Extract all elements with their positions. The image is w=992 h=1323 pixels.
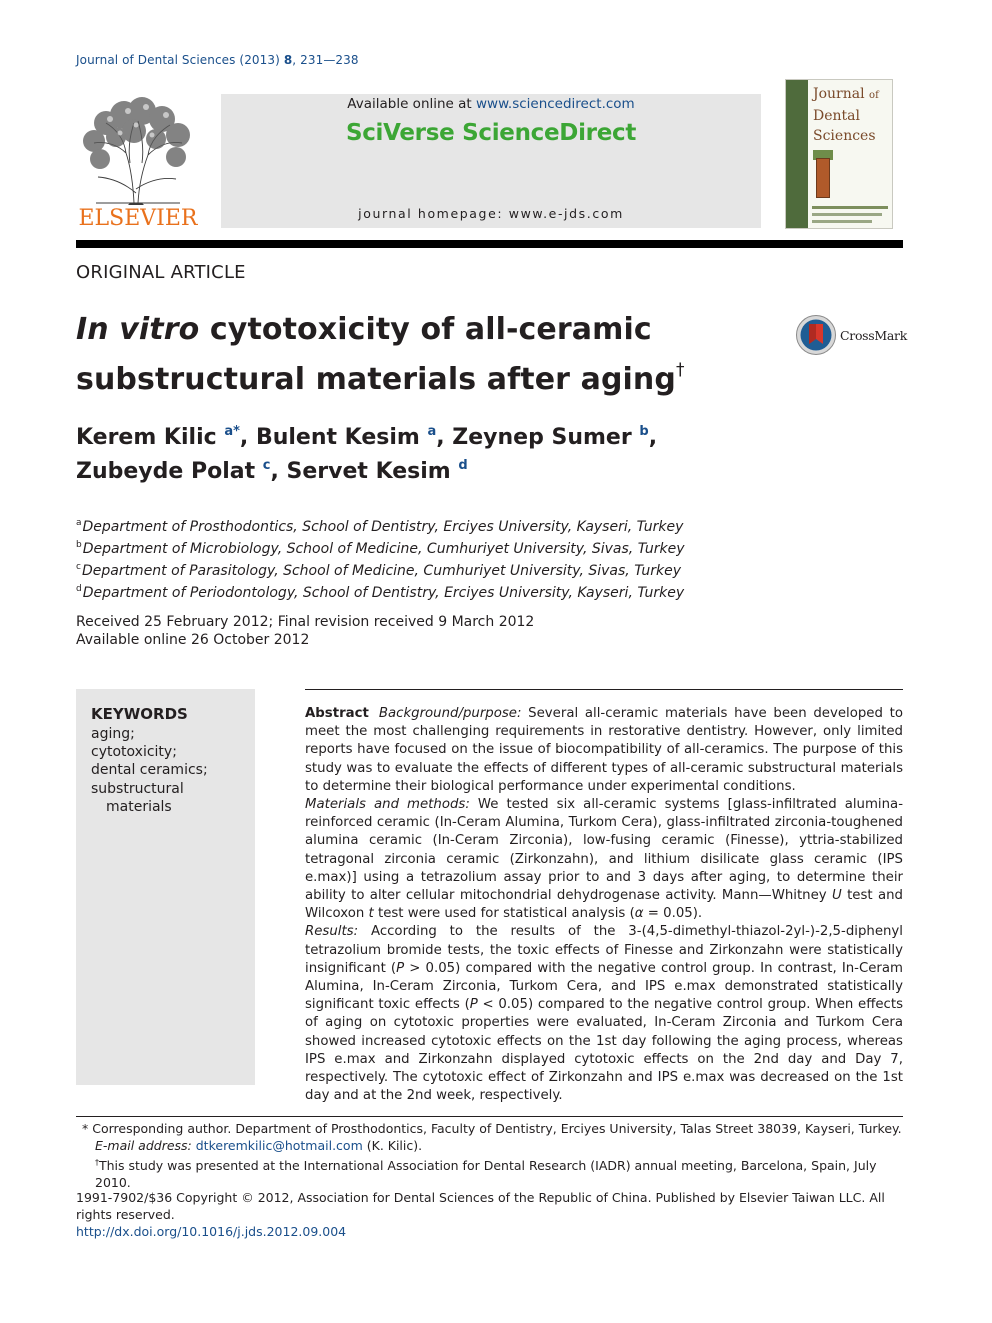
cover-title: Journal of Dental Sciences [813, 86, 879, 144]
sciverse-sciencedirect-logo[interactable]: SciVerse ScienceDirect [345, 120, 637, 146]
cover-text-line [812, 213, 882, 216]
journal-cover-thumbnail[interactable] [785, 79, 893, 229]
keyword-item: materials [106, 798, 172, 815]
cover-text-line [812, 206, 888, 209]
presentation-note: †This study was presented at the International Association for Dental Research (IADR) annual meeting, Barcelona, Spain, July 2010. [95, 1158, 877, 1190]
title-footnote-dagger[interactable]: † [675, 360, 685, 380]
keywords-list [91, 725, 208, 816]
affiliation-line: $^c$Department of Parasitology, School of Medicine, Cumhuriyet University, Sivas, Turkey [76, 562, 681, 579]
keyword-item: aging; [91, 726, 135, 742]
author-list: Kerem Kilic $^{a*}$, Bulent Kesim $^a$, Zeynep Sumer $^b$, Zubeyde Polat $^c$, Servet Kesim $^d$ [76, 424, 658, 484]
sciencedirect-link[interactable]: www.sciencedirect.com [476, 96, 635, 112]
affiliation-line: $^d$Department of Periodontology, School of Dentistry, Erciyes University, Kayseri, Turkey [76, 584, 685, 601]
crossmark-badge[interactable]: CrossMark [795, 313, 907, 357]
cover-illustration [816, 158, 830, 198]
corresponding-author-note: * Corresponding author. Department of Prosthodontics, Faculty of Dentistry, Erciyes University, Talas Street 38039, Kayseri, Turkey. [82, 1121, 902, 1136]
journal-homepage[interactable]: journal homepage: www.e-jds.com [358, 206, 624, 221]
sciencedirect-banner [221, 94, 761, 228]
article-title: In vitro cytotoxicity of all-ceramic substructural materials after aging† [76, 312, 685, 397]
header-rule [76, 240, 903, 248]
footnotes [76, 1120, 903, 1191]
author-name[interactable]: Kerem Kilic [76, 425, 217, 450]
affiliation-line: $^b$Department of Microbiology, School of Medicine, Cumhuriyet University, Sivas, Turkey [76, 540, 685, 557]
cover-spine [786, 80, 808, 228]
copyright-block [76, 1189, 903, 1240]
email-link[interactable]: dtkeremkilic@hotmail.com [195, 1138, 363, 1153]
keyword-item: cytotoxicity; [91, 744, 177, 761]
elsevier-wordmark: ELSEVIER [78, 206, 198, 231]
keyword-item: dental ceramics; [91, 762, 208, 779]
journal-citation[interactable]: Journal of Dental Sciences (2013) 8, 231—238 [76, 53, 359, 67]
keywords-panel [76, 689, 255, 1085]
abstract-methods: Materials and methods: We tested six all-ceramic systems [glass-infiltrated alumina-reinforced ceramic (In-Ceram Alumina, Turkom Cera), glass-infiltrated zirconia-toughened alumina ceramic (In-Ceram Zirconia), low-fusing ceramic (Finesse), yttria-stabilized tetragonal zirconia ceramic (Zirkonzahn), and lithium disilicate glass ceramic (IPS e.max)] using a tetrazolium assay prior to and 3 days after aging, to determine their ability to alter cellular mitochondrial dehydrogenase activity. Mann—Whitney U test and Wilcoxon t test were used for statistical analysis (α = 0.05). [305, 797, 903, 922]
copyright-line: 1991-7902/$36 Copyright © 2012, Association for Dental Sciences of the Republic of China. Published by Elsevier Taiwan LLC. All rights reserved. [76, 1190, 885, 1222]
article-dates [76, 613, 534, 649]
author-name[interactable]: Zeynep Sumer [452, 425, 632, 450]
footnote-rule [76, 1116, 903, 1117]
received-date: Received 25 February 2012; Final revision received 9 March 2012 [76, 614, 535, 630]
keyword-item: substructural [91, 780, 184, 797]
online-date: Available online 26 October 2012 [76, 632, 310, 648]
abstract [305, 705, 903, 1105]
doi-link[interactable]: http://dx.doi.org/10.1016/j.jds.2012.09.004 [76, 1224, 347, 1239]
keywords-heading: KEYWORDS [91, 705, 188, 723]
abstract-background: Abstract Background/purpose: Several all-ceramic materials have been developed to meet the most challenging requirements in restorative dentistry. However, only limited reports have focused on the issue of biocompatibility of all-ceramics. The purpose of this study was to evaluate the effects of different types of all-ceramic substructural materials to determine their biological performance under experimental conditions. [305, 706, 903, 794]
author-name[interactable]: Servet Kesim [286, 459, 451, 484]
article-type: ORIGINAL ARTICLE [76, 262, 246, 283]
affiliations [76, 514, 684, 602]
available-online-line: Available online at www.sciencedirect.com [347, 96, 635, 112]
email-note: E-mail address: dtkeremkilic@hotmail.com (K. Kilic). [95, 1138, 423, 1153]
affiliation-line: $^a$Department of Prosthodontics, School of Dentistry, Erciyes University, Kayseri, Turkey [76, 518, 684, 535]
author-name[interactable]: Zubeyde Polat [76, 459, 256, 484]
cover-text-line [812, 220, 872, 223]
abstract-results: Results: According to the results of the 3-(4,5-dimethyl-thiazol-2yl-)-2,5-diphenyl tetrazolium bromide tests, the toxic effects of Finesse and Zirkonzahn were statistically insignificant (P > 0.05) compared with the negative control group. In contrast, In-Ceram Alumina, In-Ceram Zirconia, Turkom Cera, and IPS e.max demonstrated statistically significant toxic effects (P < 0.05) compared to the negative control group. When effects of aging on cytotoxic properties were evaluated, In-Ceram Zirconia and Turkom Cera showed increased cytotoxic effects on the 1st day following the aging process, whereas IPS e.max and Zirkonzahn displayed cytotoxic effects on the 2nd day and Day 7, respectively. The cytotoxic effect of Zirkonzahn and IPS e.max was decreased on the 1st day and at the 2nd week, respectively. [305, 924, 903, 1104]
abstract-rule [305, 689, 903, 690]
author-name[interactable]: Bulent Kesim [255, 425, 420, 450]
crossmark-icon [795, 314, 837, 356]
